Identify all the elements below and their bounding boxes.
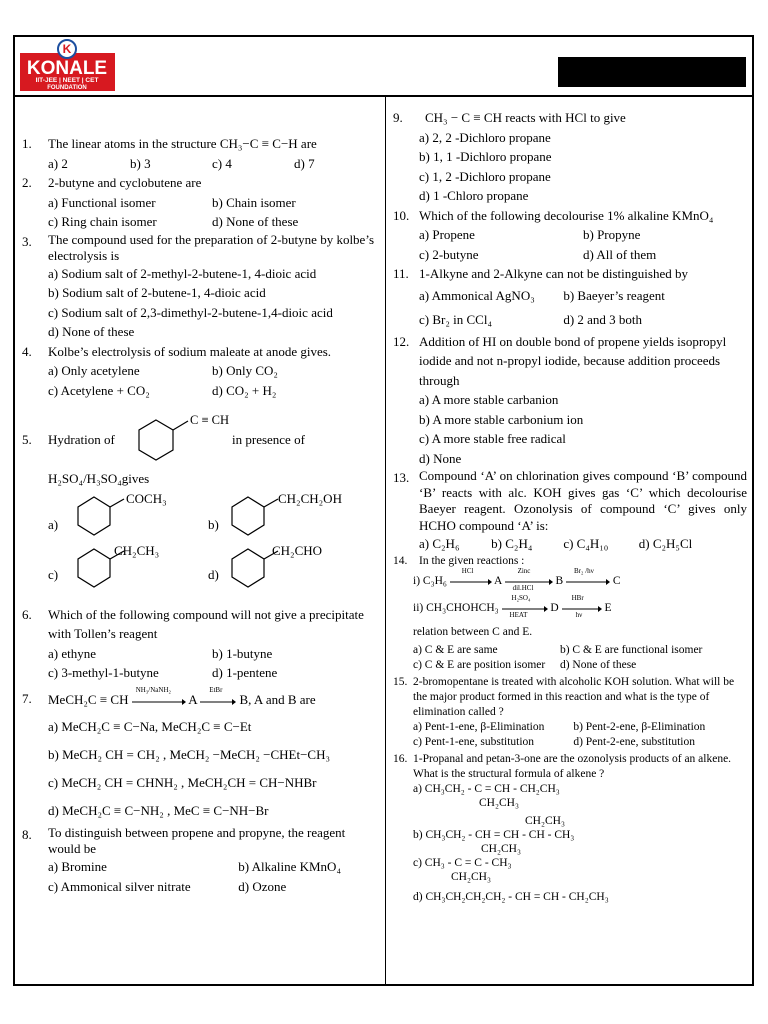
question-number: 11. xyxy=(393,266,409,281)
logo-wordmark: KONALE xyxy=(26,58,108,79)
option[interactable]: d) CO₂ + H₂ xyxy=(212,382,277,398)
reaction-arrow xyxy=(450,566,492,588)
header-divider xyxy=(13,95,754,97)
option[interactable]: c) 2-butyne xyxy=(419,246,479,262)
option[interactable]: a) ethyne xyxy=(48,645,97,661)
question-number: 2. xyxy=(22,175,32,190)
reactant: ii) CH₃CHOHCH₃ xyxy=(413,601,499,614)
option[interactable]: d) None xyxy=(419,450,462,466)
question-text: The compound used for the preparation of 2-butyne by kolbe’s electrolysis is xyxy=(48,231,374,263)
option[interactable]: b) C₂H₄ xyxy=(491,536,533,551)
question-10 xyxy=(393,206,747,265)
question-text: Hydration of xyxy=(48,432,115,447)
option[interactable]: b) Alkaline KMnO₄ xyxy=(238,858,341,874)
option[interactable]: a) 2, 2 -Dichloro propane xyxy=(419,129,551,145)
option[interactable]: d) 2 and 3 both xyxy=(563,311,643,327)
substituent: COCH₃ xyxy=(126,490,167,506)
option[interactable]: c) C & E are position isomer xyxy=(413,658,546,671)
substituent: CH₂CHO xyxy=(272,542,323,558)
option[interactable]: a) C & E are same xyxy=(413,643,498,656)
question-text: relation between C and E. xyxy=(413,625,533,638)
question-text: are xyxy=(297,136,317,151)
question-text: CH₃ − C ≡ CH reacts with HCl to give xyxy=(425,110,626,125)
question-12 xyxy=(393,332,747,469)
question-number: 5. xyxy=(22,432,32,447)
konale-logo xyxy=(20,39,115,91)
option[interactable]: d) None of these xyxy=(48,324,135,339)
question-number: 16. xyxy=(393,752,408,765)
option[interactable]: c) xyxy=(48,566,59,582)
option[interactable]: c) CH₃ - C = C - CH₃ xyxy=(413,856,512,869)
question-number: 10. xyxy=(393,207,410,223)
substituent: CH₂CH₂OH xyxy=(278,490,342,506)
question-number: 15. xyxy=(393,675,408,688)
question-4 xyxy=(22,342,376,401)
question-3 xyxy=(22,232,376,342)
intermediate: A xyxy=(188,691,197,707)
option[interactable]: d) All of them xyxy=(583,246,657,262)
redacted-header-box xyxy=(558,57,746,87)
question-text: Which of the following decolourise 1% alkaline KMnO₄ xyxy=(419,207,714,223)
option[interactable]: d) None of these xyxy=(559,658,637,671)
question-text: Kolbe’s electrolysis of sodium maleate at anode gives. xyxy=(48,343,332,359)
option[interactable]: b) xyxy=(208,516,219,532)
option[interactable]: a) CH₃CH₂ - C = CH - CH₂CH₃ xyxy=(413,782,560,795)
question-1 xyxy=(22,134,376,173)
option[interactable]: b) Sodium salt of 2-butene-1, 4-dioic acid xyxy=(48,285,266,300)
option[interactable]: d) CH₃CH₂CH₂CH₂ - CH = CH - CH₂CH₃ xyxy=(413,890,609,903)
question-13 xyxy=(393,468,747,554)
question-5 xyxy=(22,400,376,462)
option[interactable]: a) MeCH₂C ≡ C−Na, MeCH₂C ≡ C−Et xyxy=(48,718,252,734)
option[interactable]: b) MeCH₂ CH = CH₂ , MeCH₂ −MeCH₂ −CHEt−CH₃ xyxy=(48,746,331,762)
question-15 xyxy=(393,675,747,750)
reagent-label: Zinc xyxy=(517,566,531,575)
option[interactable]: b) Only CO₂ xyxy=(212,363,278,378)
option[interactable]: c) A more stable free radical xyxy=(419,431,566,446)
option[interactable]: b) 3 xyxy=(130,155,151,171)
question-text: H₂SO₄/H₃SO₄gives xyxy=(48,471,150,486)
question-number: 1. xyxy=(22,136,32,151)
question-text: Addition of HI on double bond of propene yields isopropyl iodide and not n-propyl iodide, because addition proceeds through xyxy=(419,333,727,388)
question-text: 2-butyne and cyclobutene are xyxy=(48,175,202,190)
question-text: In the given reactions : xyxy=(419,554,525,567)
reagent-label: Br₂ /hν xyxy=(574,566,594,575)
option[interactable]: c) Pent-1-ene, substitution xyxy=(413,735,535,748)
option[interactable]: b) Baeyer’s reagent xyxy=(563,287,665,303)
option[interactable]: c) Ring chain isomer xyxy=(48,214,157,229)
question-14 xyxy=(393,554,747,673)
question-number: 6. xyxy=(22,606,32,622)
option[interactable]: d) 1 -Chloro propane xyxy=(419,188,529,203)
reagent-label: hν xyxy=(575,610,583,619)
option[interactable]: d) xyxy=(208,566,219,582)
option[interactable]: b) A more stable carbonium ion xyxy=(419,411,584,427)
logo-foundation: FOUNDATION xyxy=(47,85,87,91)
reaction-arrow xyxy=(505,566,553,592)
question-text: To distinguish between propene and propyne, the reagent would be xyxy=(48,824,346,856)
reactant: i) C₃H₆ xyxy=(413,574,447,587)
option[interactable]: d) Pent-2-ene, substitution xyxy=(573,735,696,748)
reagent-label: H₂SO₄ xyxy=(511,593,531,602)
column-divider xyxy=(385,95,386,986)
reagent-label: EtBr xyxy=(209,685,223,694)
branch: CH₂CH₃ xyxy=(525,814,565,827)
right-column xyxy=(393,100,747,904)
option[interactable]: a) Ammonical AgNO₃ xyxy=(419,287,535,303)
question-number: 8. xyxy=(22,826,32,842)
question-number: 9. xyxy=(393,110,403,125)
question-text: Compound ‘A’ on chlorination gives compound ‘B’ compound ‘B’ reacts with alc. KOH gives gas ‘C’ which decolourise Baeyer reagent. Ozonolysis of compound ‘C’ gives only HCHO compound ‘A’ is: xyxy=(419,468,747,533)
intermediate: D xyxy=(550,601,559,614)
question-number: 3. xyxy=(22,233,32,249)
option[interactable]: b) CH₃CH₂ - CH = CH - CH - CH₃ xyxy=(413,828,575,841)
option[interactable]: a) Only acetylene xyxy=(48,363,140,378)
option[interactable]: b) Propyne xyxy=(583,227,641,242)
reaction-arrow xyxy=(502,593,548,619)
reactant: MeCH₂C ≡ CH xyxy=(48,691,129,707)
reaction-arrow xyxy=(132,685,186,708)
question-number: 14. xyxy=(393,554,408,567)
option[interactable]: d) 1-pentene xyxy=(212,665,278,680)
question-8 xyxy=(22,825,376,897)
intermediate: B xyxy=(555,574,564,587)
option[interactable]: d) 7 xyxy=(294,155,315,171)
question-number: 12. xyxy=(393,333,410,349)
reagent-label: dil.HCl xyxy=(512,583,534,592)
question-text: 2-bromopentane is treated with alcoholic KOH solution. What will be the major product formed in this reaction and what is the type of elimination called ? xyxy=(413,675,735,718)
question-16 xyxy=(393,752,747,904)
reaction-arrow xyxy=(566,566,610,588)
logo-subtitle: IIT-JEE | NEET | CET xyxy=(35,77,99,84)
question-7 xyxy=(22,685,376,825)
option[interactable]: b) C & E are functional isomer xyxy=(559,643,703,656)
option[interactable]: c) Acetylene + CO₂ xyxy=(48,382,150,398)
product: C xyxy=(612,574,621,587)
question-text: in presence of xyxy=(232,432,305,447)
intermediate: A xyxy=(494,574,502,587)
option[interactable]: a) C₂H₆ xyxy=(419,536,460,551)
reaction-arrow xyxy=(562,593,602,619)
option[interactable]: a) Pent-1-ene, β-Elimination xyxy=(413,720,545,733)
option[interactable]: d) MeCH₂C ≡ C−NH₂ , MeC ≡ C−NH−Br xyxy=(48,802,269,818)
reagent-label: HCl xyxy=(461,566,474,575)
formula: CH₃−C ≡ C−H xyxy=(219,136,298,151)
ring-icon xyxy=(64,489,134,539)
option[interactable]: c) Sodium salt of 2,3-dimethyl-2-butene-1,4-dioic acid xyxy=(48,304,333,320)
option[interactable]: a) Functional isomer xyxy=(48,194,156,210)
option[interactable]: c) Br₂ in CCl₄ xyxy=(419,311,492,327)
option[interactable]: b) 1-butyne xyxy=(212,645,273,661)
alkyne-label: C ≡ CH xyxy=(190,413,230,427)
question-number: 7. xyxy=(22,690,32,706)
option[interactable]: d) C₂H₅Cl xyxy=(638,536,693,551)
question-text: Which of the following compound will not give a precipitate with Tollen’s reagent xyxy=(48,606,364,641)
svg-text:K: K xyxy=(62,42,72,56)
question-5-options xyxy=(22,489,376,593)
question-6 xyxy=(22,605,376,683)
question-9 xyxy=(393,108,747,206)
option[interactable]: b) Pent-2-ene, β-Elimination xyxy=(573,720,706,733)
question-text: 1-Alkyne and 2-Alkyne can not be distinguished by xyxy=(419,266,688,281)
question-text: B, A and B are xyxy=(239,691,316,707)
option[interactable]: d) None of these xyxy=(212,214,299,229)
option[interactable]: c) 1, 2 -Dichloro propane xyxy=(419,168,551,184)
question-text: The linear atoms in the structure xyxy=(48,136,220,151)
option[interactable]: c) MeCH₂ CH = CHNH₂ , MeCH₂CH = CH−NHBr xyxy=(48,774,317,790)
reagent-label: HBr xyxy=(571,593,584,602)
question-11 xyxy=(393,264,747,332)
option[interactable]: a) Bromine xyxy=(48,858,107,874)
substituent: CH₂CH₃ xyxy=(114,542,160,558)
branch: CH₂CH₃ xyxy=(481,842,521,855)
question-text: 1-Propanal and petan-3-one are the ozonolysis products of an alkene. What is the structural formula of alkene ? xyxy=(413,752,732,780)
option[interactable]: a) Propene xyxy=(419,227,475,242)
question-2 xyxy=(22,173,376,232)
option[interactable]: a) xyxy=(48,516,59,532)
option[interactable]: c) C₄H₁₀ xyxy=(563,536,609,551)
reagent-label: NH₃/NaNH₂ xyxy=(135,685,171,694)
option[interactable]: c) Ammonical silver nitrate xyxy=(48,878,191,894)
option[interactable]: c) 4 xyxy=(212,155,232,171)
option[interactable]: a) A more stable carbanion xyxy=(419,392,559,407)
option[interactable]: b) Chain isomer xyxy=(212,194,296,210)
question-number: 13. xyxy=(393,470,410,485)
branch: CH₂CH₃ xyxy=(479,796,519,809)
reagent-label: HEAT xyxy=(509,610,528,619)
branch: CH₂CH₃ xyxy=(451,870,491,883)
option[interactable]: b) 1, 1 -Dichloro propane xyxy=(419,149,552,164)
question-number: 4. xyxy=(22,343,32,359)
option[interactable]: a) Sodium salt of 2-methyl-2-butene-1, 4-dioic acid xyxy=(48,265,317,281)
option[interactable]: a) 2 xyxy=(48,155,68,171)
option[interactable]: c) 3-methyl-1-butyne xyxy=(48,665,159,680)
left-column xyxy=(22,100,376,897)
option[interactable]: d) Ozone xyxy=(238,878,287,894)
reaction-arrow xyxy=(200,685,236,708)
product: E xyxy=(604,601,612,614)
